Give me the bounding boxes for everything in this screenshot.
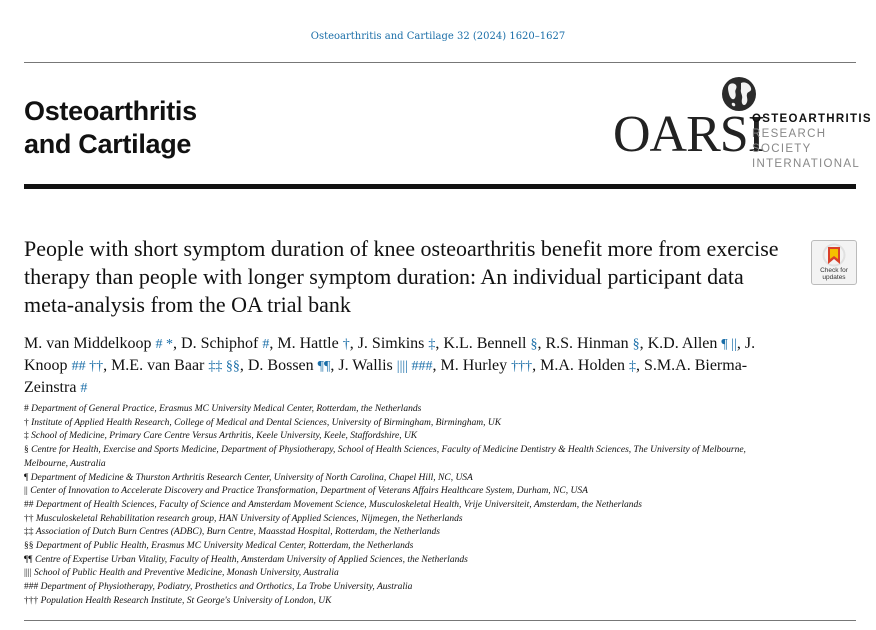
author-name: K.D. Allen: [647, 335, 718, 352]
affiliation-item: [24, 430, 764, 444]
affiliation-text: School of Medicine, Primary Care Centre Versus Arthritis, Keele University, Keele, Staffordshire, UK: [31, 431, 418, 442]
header-top-divider: [24, 62, 856, 63]
affiliation-text: Musculoskeletal Rehabilitation research group, HAN University of Applied Sciences, Nijmegen, the Netherlands: [35, 513, 463, 524]
affiliation-item: [24, 485, 764, 499]
author-separator: ,: [636, 357, 645, 374]
author-affiliation-link[interactable]: ‡‡ §§: [208, 359, 240, 374]
author-separator: ,: [432, 357, 441, 374]
author-affiliation-link[interactable]: ¶¶: [317, 359, 331, 374]
affiliation-item: [24, 540, 764, 554]
author-affiliation-link[interactable]: #: [80, 381, 88, 396]
author-affiliation-link[interactable]: #: [262, 337, 270, 352]
affiliation-marker: ###: [24, 582, 39, 593]
author-separator: ,: [532, 357, 541, 374]
oarsi-logo-line1: OSTEOARTHRITIS: [752, 113, 872, 125]
author-name: S.M.A. Bierma-Zeinstra: [24, 357, 748, 396]
author-affiliation-link[interactable]: †: [342, 337, 350, 352]
affiliation-marker: ¶¶: [24, 554, 33, 565]
affiliation-list: [24, 403, 764, 609]
author-affiliation-link[interactable]: †††: [511, 359, 533, 374]
affiliation-item: [24, 554, 764, 568]
affiliation-text: Department of General Practice, Erasmus MC University Medical Center, Rotterdam, the Netherlands: [31, 404, 422, 414]
oarsi-logo-text: [752, 112, 872, 172]
affiliation-marker: ||||: [24, 568, 32, 579]
author-separator: ,: [173, 335, 182, 352]
affiliation-marker: §§: [24, 541, 34, 552]
author-separator: ,: [537, 335, 546, 352]
header-bottom-divider: [24, 184, 856, 189]
check-for-updates-line1: Check for: [820, 267, 848, 274]
oarsi-logo-line3: INTERNATIONAL: [752, 158, 861, 170]
affiliation-marker: †: [24, 417, 29, 428]
journal-title: [24, 95, 197, 161]
affiliation-text: Department of Public Health, Erasmus MC University Medical Center, Rotterdam, the Netherlands: [35, 541, 414, 552]
article-title: People with short symptom duration of knee osteoarthritis benefit more from exercise therapy than people with longer symptom duration: An individual participant data meta-analysis from the OA trial bank: [24, 236, 779, 317]
affiliation-item: [24, 526, 764, 540]
affiliation-item: [24, 499, 764, 513]
affiliation-marker: ##: [24, 499, 34, 510]
affiliation-text: Department of Medicine & Thurston Arthritis Research Center, University of North Carolina, Chapel Hill, NC, USA: [30, 472, 473, 483]
author-name: K.L. Bennell: [443, 335, 527, 352]
author-affiliation-link[interactable]: ‡: [428, 337, 436, 352]
journal-citation-link[interactable]: Osteoarthritis and Cartilage 32 (2024) 1620–1627: [310, 31, 566, 42]
author-separator: ,: [330, 357, 339, 374]
author-name: J. Wallis: [338, 357, 393, 374]
oarsi-logo-letters: OARSI: [613, 106, 765, 163]
author-name: D. Schiphof: [181, 335, 259, 352]
check-for-updates-line2: updates: [822, 274, 846, 281]
affiliation-marker: ||: [24, 486, 28, 497]
footer-divider: [24, 620, 856, 621]
affiliation-item: [24, 444, 764, 471]
affiliation-marker: #: [24, 404, 29, 414]
author-name: M.E. van Baar: [111, 357, 205, 374]
author-affiliation-link[interactable]: # *: [155, 337, 174, 352]
author-separator: ,: [103, 357, 112, 374]
journal-title-line2: and Cartilage: [24, 129, 192, 159]
author-name: J. Knoop: [24, 335, 756, 374]
affiliation-text: Centre for Health, Exercise and Sports Medicine, Department of Physiotherapy, School of Health Sciences, Faculty of Medicine Dentistry & Health Sciences, The University of Melbourne, Melbourne, Australia: [24, 445, 746, 469]
author-affiliation-link[interactable]: ## ††: [71, 359, 104, 374]
affiliation-item: [24, 581, 764, 595]
author-affiliation-link[interactable]: ‡: [629, 359, 637, 374]
affiliation-text: Department of Physiotherapy, Podiatry, Prosthetics and Orthotics, La Trobe University, Australia: [40, 582, 413, 593]
bookmark-icon: [812, 243, 856, 269]
affiliation-marker: ‡‡: [24, 527, 34, 538]
oarsi-logo: [613, 74, 872, 170]
author-affiliation-link[interactable]: ¶ ||: [721, 337, 737, 352]
author-name: R.S. Hinman: [545, 335, 629, 352]
author-separator: ,: [639, 335, 648, 352]
affiliation-text: Institute of Applied Health Research, College of Medical and Dental Sciences, University of Birmingham, Birmingham, UK: [31, 417, 502, 428]
author-name: D. Bossen: [247, 357, 314, 374]
journal-title-line1: Osteoarthritis: [24, 96, 197, 126]
affiliation-marker: †††: [24, 595, 39, 606]
author-name: M.A. Holden: [540, 357, 626, 374]
affiliation-item: [24, 472, 764, 486]
affiliation-item: [24, 417, 764, 431]
affiliation-marker: ¶: [24, 472, 29, 483]
check-for-updates-label: [812, 267, 856, 281]
affiliation-marker: ††: [24, 513, 34, 524]
author-affiliation-link[interactable]: |||| ###: [396, 359, 433, 374]
affiliation-text: Department of Health Sciences, Faculty of Science and Amsterdam Movement Science, Musculoskeletal Health, Vrije Universiteit, Amsterdam, the Netherlands: [35, 499, 642, 510]
affiliation-item: [24, 567, 764, 581]
author-separator: ,: [269, 335, 278, 352]
affiliation-text: Center of Innovation to Accelerate Discovery and Practice Transformation, Department of Veterans Affairs Healthcare System, Durham, NC, USA: [30, 486, 588, 497]
author-separator: ,: [239, 357, 248, 374]
author-affiliation-link[interactable]: §: [632, 337, 640, 352]
affiliation-text: Association of Dutch Burn Centres (ADBC), Burn Centre, Maasstad Hospital, Rotterdam, the Netherlands: [35, 527, 440, 538]
affiliation-marker: ‡: [24, 431, 29, 442]
check-for-updates-button[interactable]: [811, 240, 857, 285]
affiliation-text: Population Health Research Institute, St George's University of London, UK: [40, 595, 332, 606]
affiliation-item: [24, 595, 764, 609]
affiliation-text: Centre of Expertise Urban Vitality, Faculty of Health, Amsterdam University of Applied Sciences, the Netherlands: [34, 554, 468, 565]
affiliation-item: [24, 403, 764, 417]
affiliation-marker: §: [24, 445, 29, 456]
author-list: [24, 333, 764, 399]
author-name: M. van Middelkoop: [24, 335, 152, 352]
author-affiliation-link[interactable]: §: [530, 337, 538, 352]
affiliation-text: School of Public Health and Preventive Medicine, Monash University, Australia: [33, 568, 339, 579]
author-separator: ,: [435, 335, 444, 352]
author-separator: ,: [736, 335, 745, 352]
affiliation-item: [24, 513, 764, 527]
author-name: J. Simkins: [357, 335, 425, 352]
author-name: M. Hattle: [277, 335, 339, 352]
author-name: M. Hurley: [440, 357, 508, 374]
oarsi-logo-line2: RESEARCH SOCIETY: [752, 128, 827, 155]
author-separator: ,: [349, 335, 358, 352]
